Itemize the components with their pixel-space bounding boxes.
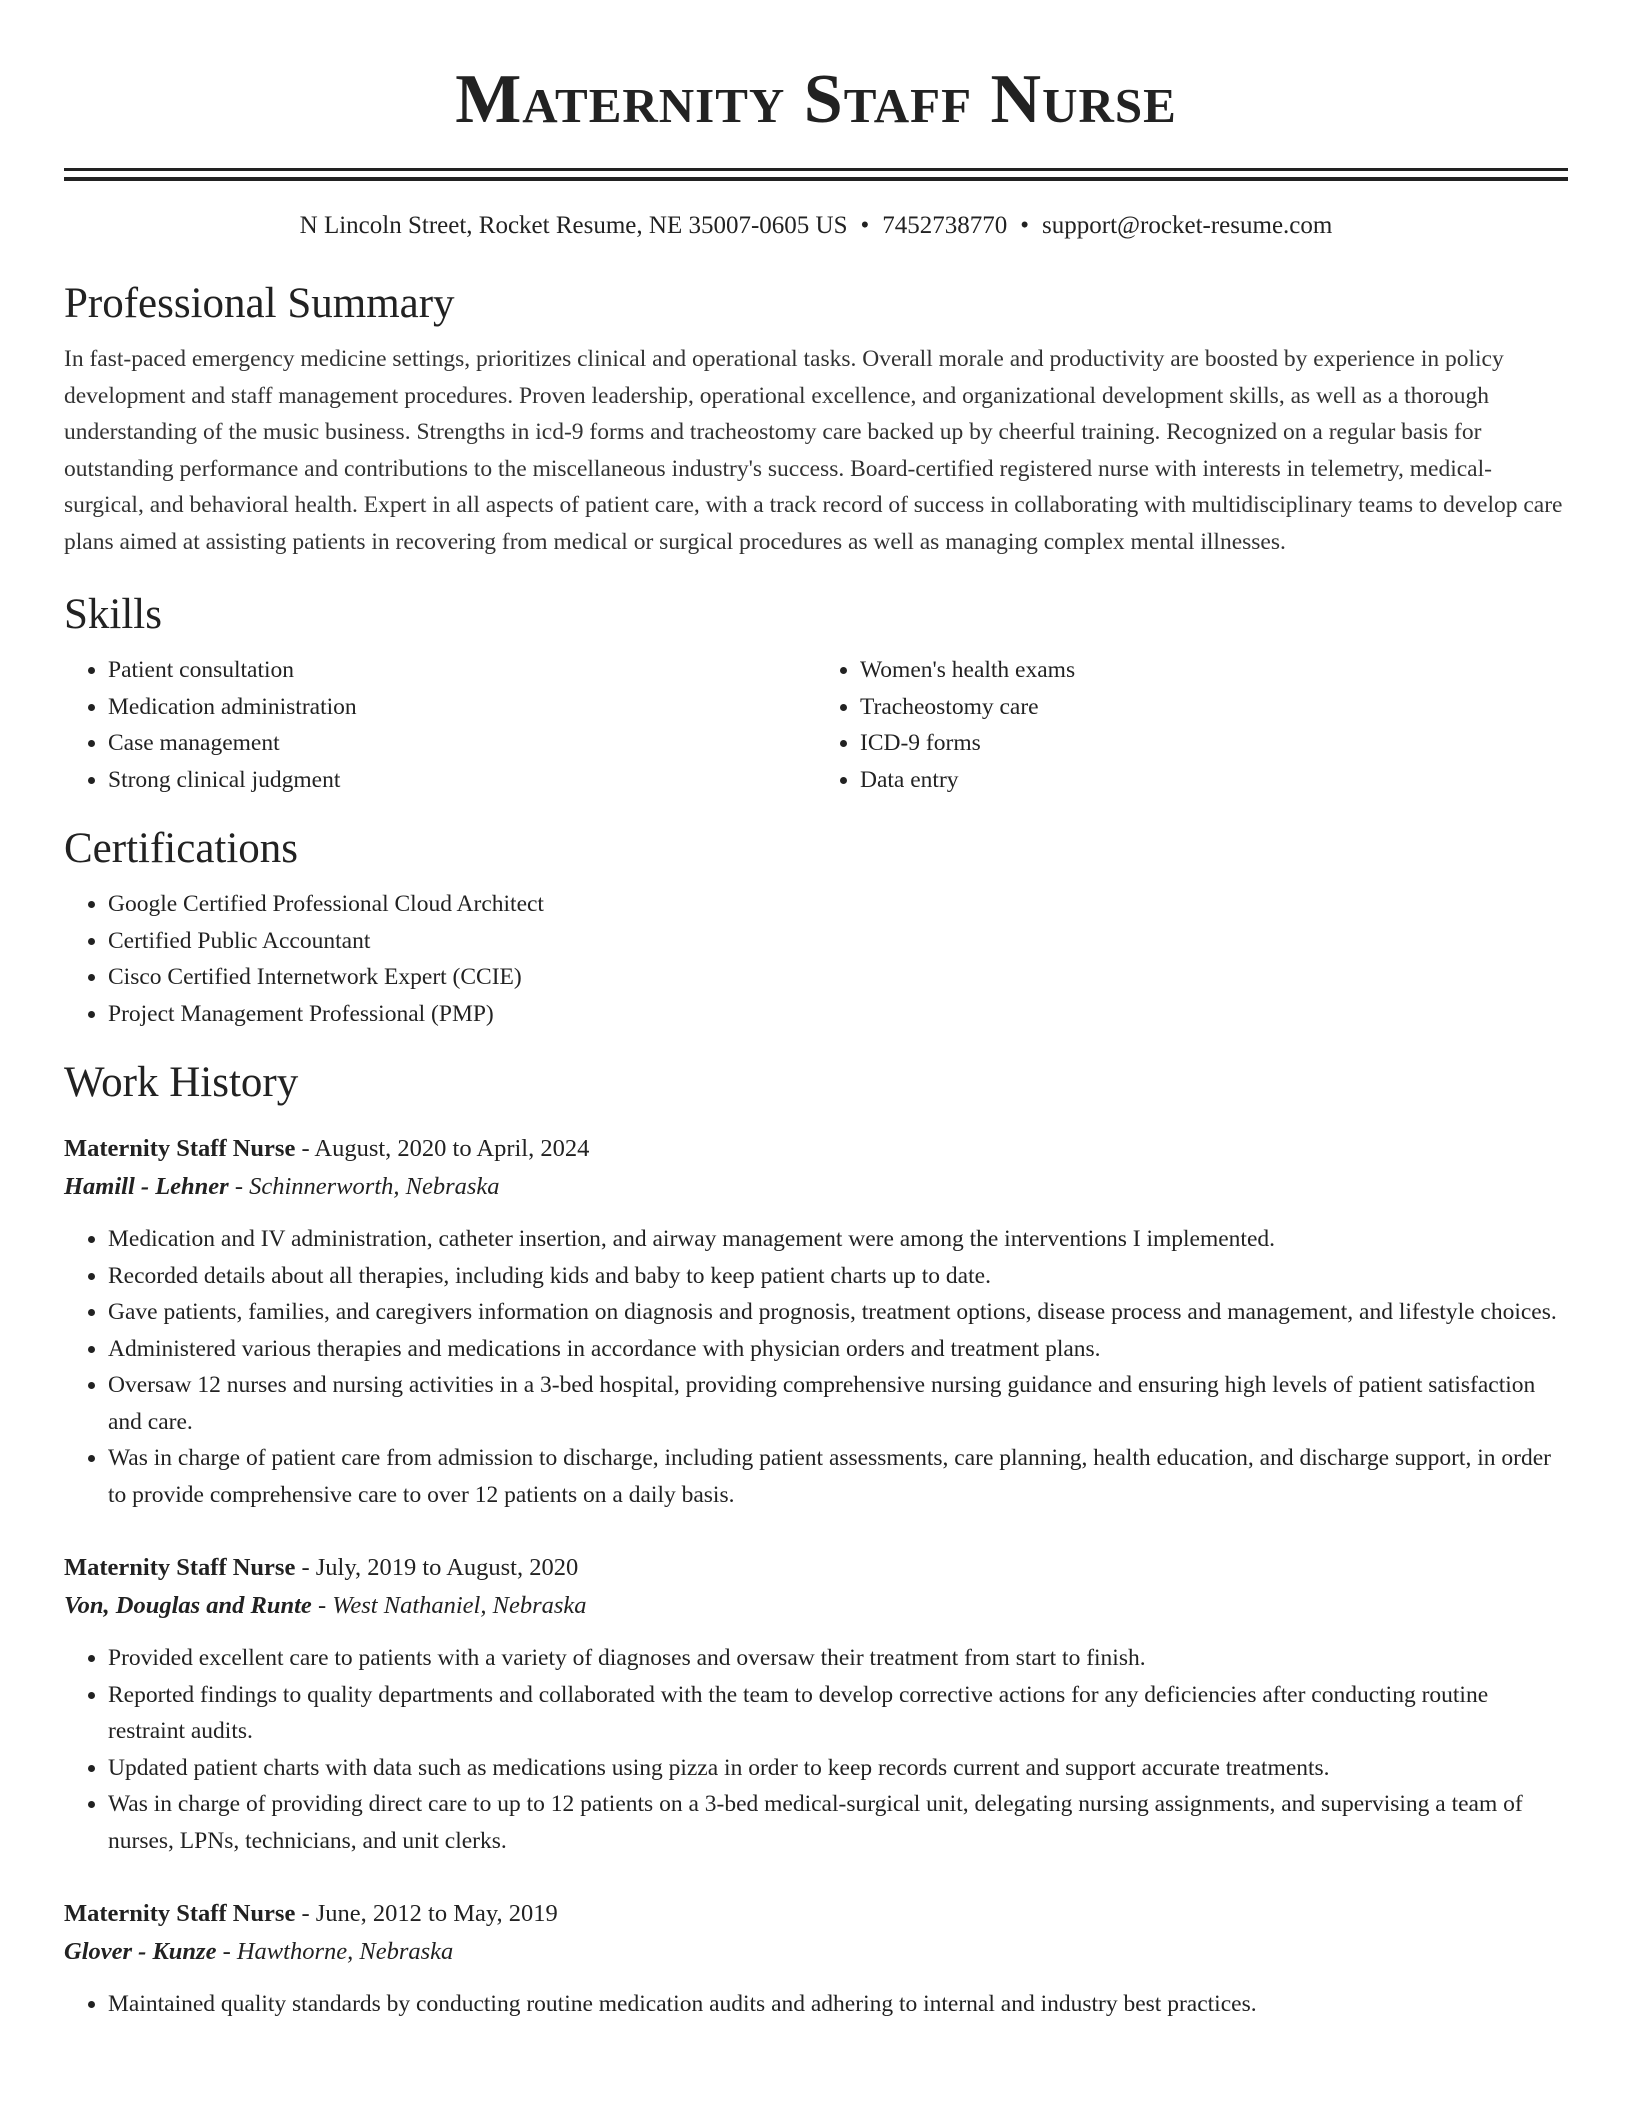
- job-duties-list: [64, 1986, 1568, 2023]
- job-title-line: [64, 1895, 1568, 1933]
- job-company: Von, Douglas and Runte: [64, 1592, 312, 1619]
- skills-section: [64, 590, 1568, 798]
- title-rule-thick: [64, 177, 1568, 181]
- job-entry: [64, 1549, 1568, 1859]
- title-rule-thin: [64, 168, 1568, 171]
- certifications-heading: Certifications: [64, 825, 299, 872]
- job-company-line: [64, 1587, 1568, 1625]
- job-company-line: [64, 1168, 1568, 1206]
- skills-heading: Skills: [64, 591, 162, 638]
- job-duty-item: • Administered various therapies and medications in accordance with physician orders and treatment plans.: [108, 1331, 1568, 1368]
- summary-section: [64, 279, 1568, 560]
- job-title-line: [64, 1549, 1568, 1587]
- summary-text: In fast-paced emergency medicine settings, prioritizes clinical and operational tasks. Overall morale and productivity are boosted by experience in policy development and staff management procedures. Proven leadership, operational excellence, and organizational development skills, as well as a thorough understanding of the music business. Strengths in icd-9 forms and tracheostomy care backed up by cheerful training. Recognized on a regular basis for outstanding performance and contributions to the miscellaneous industry's success. Board-certified registered nurse with interests in telemetry, medical-surgical, and behavioral health. Expert in all aspects of patient care, with a track record of success in collaborating with multidisciplinary teams to develop care plans aimed at assisting patients in recovering from medical or surgical procedures as well as managing complex mental illnesses.: [64, 346, 1563, 555]
- skills-columns: [64, 652, 1568, 798]
- certification-item: • Cisco Certified Internetwork Expert (CCIE): [108, 959, 1568, 996]
- skills-list-left: [64, 652, 816, 798]
- skill-item: • Medication administration: [108, 689, 816, 726]
- resume-title: Maternity Staff Nurse: [455, 61, 1177, 138]
- skill-item: • Strong clinical judgment: [108, 762, 816, 799]
- job-entry: [64, 1895, 1568, 2023]
- contact-phone: 7452738770: [882, 212, 1008, 239]
- job-duty-item: • Provided excellent care to patients with a variety of diagnoses and oversaw their treatment from start to finish.: [108, 1640, 1568, 1677]
- contact-line: [64, 211, 1568, 241]
- job-title: Maternity Staff Nurse: [64, 1135, 296, 1162]
- skills-list-right: [816, 652, 1568, 798]
- certifications-list: [64, 886, 1568, 1032]
- contact-separator: •: [1020, 212, 1030, 239]
- job-duty-item: • Was in charge of providing direct care to up to 12 patients on a 3-bed medical-surgical unit, delegating nursing assignments, and supervising a team of nurses, LPNs, technicians, and unit clerks.: [108, 1786, 1568, 1859]
- certification-item: • Certified Public Accountant: [108, 923, 1568, 960]
- job-location: - Schinnerworth, Nebraska: [228, 1173, 500, 1200]
- job-location: - West Nathaniel, Nebraska: [311, 1592, 587, 1619]
- job-duties-list: [64, 1221, 1568, 1513]
- job-dates: - June, 2012 to May, 2019: [295, 1900, 558, 1927]
- certification-item: • Project Management Professional (PMP): [108, 996, 1568, 1033]
- skill-item: • Case management: [108, 725, 816, 762]
- job-duty-item: • Updated patient charts with data such as medications using pizza in order to keep records current and support accurate treatments.: [108, 1750, 1568, 1787]
- job-entry: [64, 1130, 1568, 1513]
- resume-page: [64, 0, 1568, 2023]
- certification-item: • Google Certified Professional Cloud Architect: [108, 886, 1568, 923]
- work-history-heading: Work History: [64, 1059, 299, 1106]
- work-history-section: [64, 1058, 1568, 2023]
- job-duty-item: • Recorded details about all therapies, including kids and baby to keep patient charts up to date.: [108, 1258, 1568, 1295]
- job-company: Glover - Kunze: [64, 1938, 217, 1965]
- job-location: - Hawthorne, Nebraska: [216, 1938, 454, 1965]
- job-duty-item: • Reported findings to quality departments and collaborated with the team to develop corrective actions for any deficiencies after conducting routine restraint audits.: [108, 1677, 1568, 1750]
- job-dates: - July, 2019 to August, 2020: [295, 1554, 579, 1581]
- contact-email: support@rocket-resume.com: [1042, 212, 1333, 239]
- job-dates: - August, 2020 to April, 2024: [295, 1135, 590, 1162]
- job-company-line: [64, 1933, 1568, 1971]
- skill-item: • Women's health exams: [860, 652, 1568, 689]
- job-title: Maternity Staff Nurse: [64, 1554, 296, 1581]
- skill-item: • Tracheostomy care: [860, 689, 1568, 726]
- job-duty-item: • Maintained quality standards by conducting routine medication audits and adhering to internal and industry best practices.: [108, 1986, 1568, 2023]
- job-duty-item: • Oversaw 12 nurses and nursing activities in a 3-bed hospital, providing comprehensive nursing guidance and ensuring high levels of patient satisfaction and care.: [108, 1367, 1568, 1440]
- contact-address: N Lincoln Street, Rocket Resume, NE 35007-0605 US: [299, 212, 848, 239]
- summary-heading: Professional Summary: [64, 280, 455, 327]
- job-title: Maternity Staff Nurse: [64, 1900, 296, 1927]
- job-duty-item: • Medication and IV administration, catheter insertion, and airway management were among the interventions I implemented.: [108, 1221, 1568, 1258]
- skill-item: • ICD-9 forms: [860, 725, 1568, 762]
- contact-separator: •: [860, 212, 870, 239]
- job-duties-list: [64, 1640, 1568, 1859]
- certifications-section: [64, 824, 1568, 1032]
- skill-item: • Patient consultation: [108, 652, 816, 689]
- job-duty-item: • Was in charge of patient care from admission to discharge, including patient assessments, care planning, health education, and discharge support, in order to provide comprehensive care to over 12 patients on a daily basis.: [108, 1440, 1568, 1513]
- job-duty-item: • Gave patients, families, and caregivers information on diagnosis and prognosis, treatment options, disease process and management, and lifestyle choices.: [108, 1294, 1568, 1331]
- job-company: Hamill - Lehner: [64, 1173, 229, 1200]
- skill-item: • Data entry: [860, 762, 1568, 799]
- job-title-line: [64, 1130, 1568, 1168]
